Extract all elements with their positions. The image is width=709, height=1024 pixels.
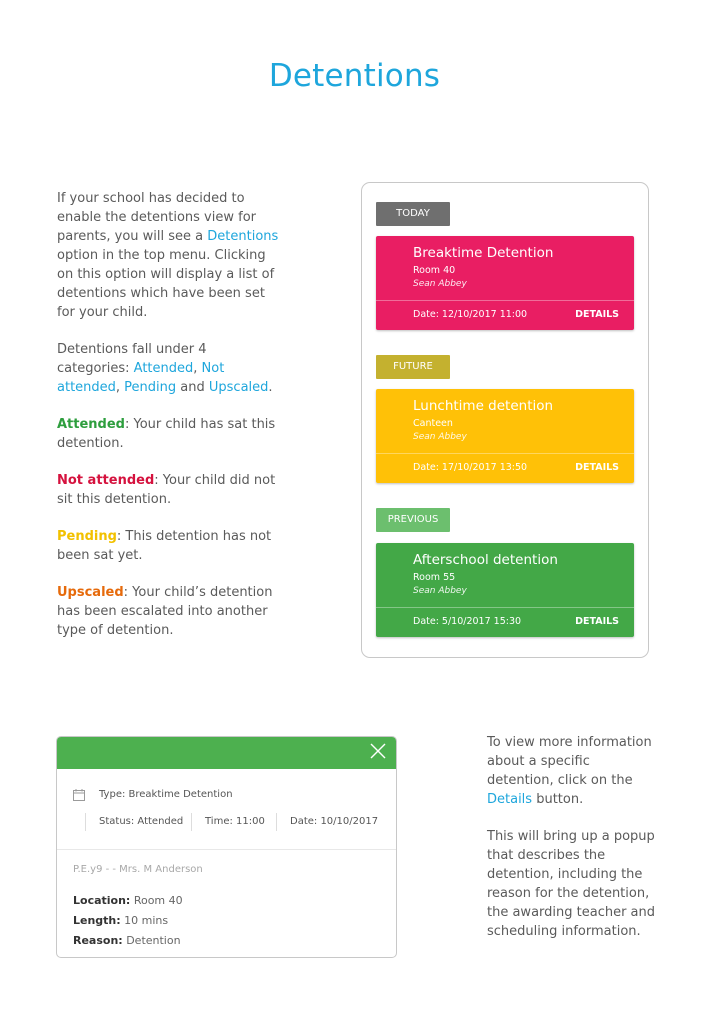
definition-not-attended [57, 471, 283, 509]
popup-length [73, 914, 168, 927]
reason-label: Reason: [73, 934, 123, 947]
card-title: Breaktime Detention [413, 245, 554, 261]
categories-paragraph [57, 340, 283, 397]
details-text: To view more information about a specific detention, click on the [487, 735, 652, 788]
section-tag-today: TODAY [376, 202, 450, 226]
categories-text: Detentions fall under 4 categories: [57, 342, 207, 376]
close-icon[interactable] [369, 742, 387, 760]
details-button[interactable]: DETAILS [575, 616, 619, 627]
location-value: Room 40 [130, 894, 183, 907]
card-divider [376, 453, 634, 454]
category-pending-link: Pending [124, 380, 177, 395]
definition-pending [57, 527, 283, 565]
detentions-link: Detentions [207, 229, 279, 244]
intro-paragraph [57, 189, 283, 322]
category-not-attended-link: Not attended [57, 361, 225, 395]
card-teacher: Sean Abbey [413, 586, 467, 596]
length-label: Length: [73, 914, 121, 927]
popup-reason [73, 934, 181, 947]
definition-text: : Your child’s detention has been escalated into another type of detention. [57, 585, 273, 638]
definition-text: : This detention has not been sat yet. [57, 529, 272, 563]
definition-term: Upscaled [57, 585, 124, 600]
divider [191, 813, 192, 831]
details-link: Details [487, 792, 533, 807]
reason-value: Detention [122, 934, 181, 947]
popup-location [73, 894, 183, 907]
card-room: Room 40 [413, 265, 456, 276]
card-date: Date: 17/10/2017 13:50 [413, 462, 528, 473]
separator: and [176, 380, 209, 395]
card-title: Afterschool detention [413, 552, 558, 568]
separator: . [268, 380, 273, 395]
popup-divider [57, 849, 396, 850]
intro-text: If your school has decided to enable the detentions view for parents, you will see a [57, 191, 256, 244]
card-divider [376, 607, 634, 608]
intro-text-end: option in the top menu. Clicking on this option will display a list of detentions which have been set for your child. [57, 248, 275, 320]
card-room: Canteen [413, 418, 453, 429]
detention-card-lunchtime[interactable] [376, 389, 634, 483]
detention-card-breaktime[interactable] [376, 236, 634, 330]
page-title: Detentions [268, 58, 441, 94]
divider [85, 813, 86, 831]
definition-text: : Your child has sat this detention. [57, 417, 276, 451]
intro-column [57, 189, 283, 658]
card-date: Date: 12/10/2017 11:00 [413, 309, 528, 320]
section-tag-future: FUTURE [376, 355, 450, 379]
card-divider [376, 300, 634, 301]
location-label: Location: [73, 894, 131, 907]
divider [276, 813, 277, 831]
length-value: 10 mins [120, 914, 169, 927]
details-paragraph [487, 733, 657, 809]
separator: , [115, 380, 125, 395]
details-text-end: button. [532, 792, 584, 807]
popup-type: Type: Breaktime Detention [99, 789, 233, 800]
details-button[interactable]: DETAILS [575, 462, 619, 473]
details-column [487, 733, 657, 959]
separator: , [193, 361, 202, 376]
popup-time: Time: 11:00 [205, 816, 265, 827]
detention-popup [56, 736, 397, 958]
definition-upscaled [57, 583, 283, 640]
detention-card-afterschool[interactable] [376, 543, 634, 637]
definition-attended [57, 415, 283, 453]
definition-term: Attended [57, 417, 125, 432]
card-title: Lunchtime detention [413, 398, 554, 414]
category-upscaled-link: Upscaled [208, 380, 269, 395]
definition-text: : Your child did not sit this detention. [57, 473, 276, 507]
section-tag-previous: PREVIOUS [376, 508, 450, 532]
definition-term: Pending [57, 529, 117, 544]
card-date: Date: 5/10/2017 15:30 [413, 616, 522, 627]
card-room: Room 55 [413, 572, 456, 583]
popup-status: Status: Attended [99, 816, 184, 827]
card-teacher: Sean Abbey [413, 432, 467, 442]
popup-header [57, 737, 396, 769]
category-attended-link: Attended [133, 361, 194, 376]
popup-date: Date: 10/10/2017 [290, 816, 379, 827]
popup-teacher: P.E.y9 - - Mrs. M Anderson [73, 864, 203, 875]
calendar-icon [73, 789, 85, 801]
details-button[interactable]: DETAILS [575, 309, 619, 320]
definition-term: Not attended [57, 473, 155, 488]
phone-mockup [361, 182, 649, 658]
card-teacher: Sean Abbey [413, 279, 467, 289]
popup-paragraph: This will bring up a popup that describes the detention, including the reason for the detention, the awarding teacher and scheduling information. [487, 829, 656, 939]
